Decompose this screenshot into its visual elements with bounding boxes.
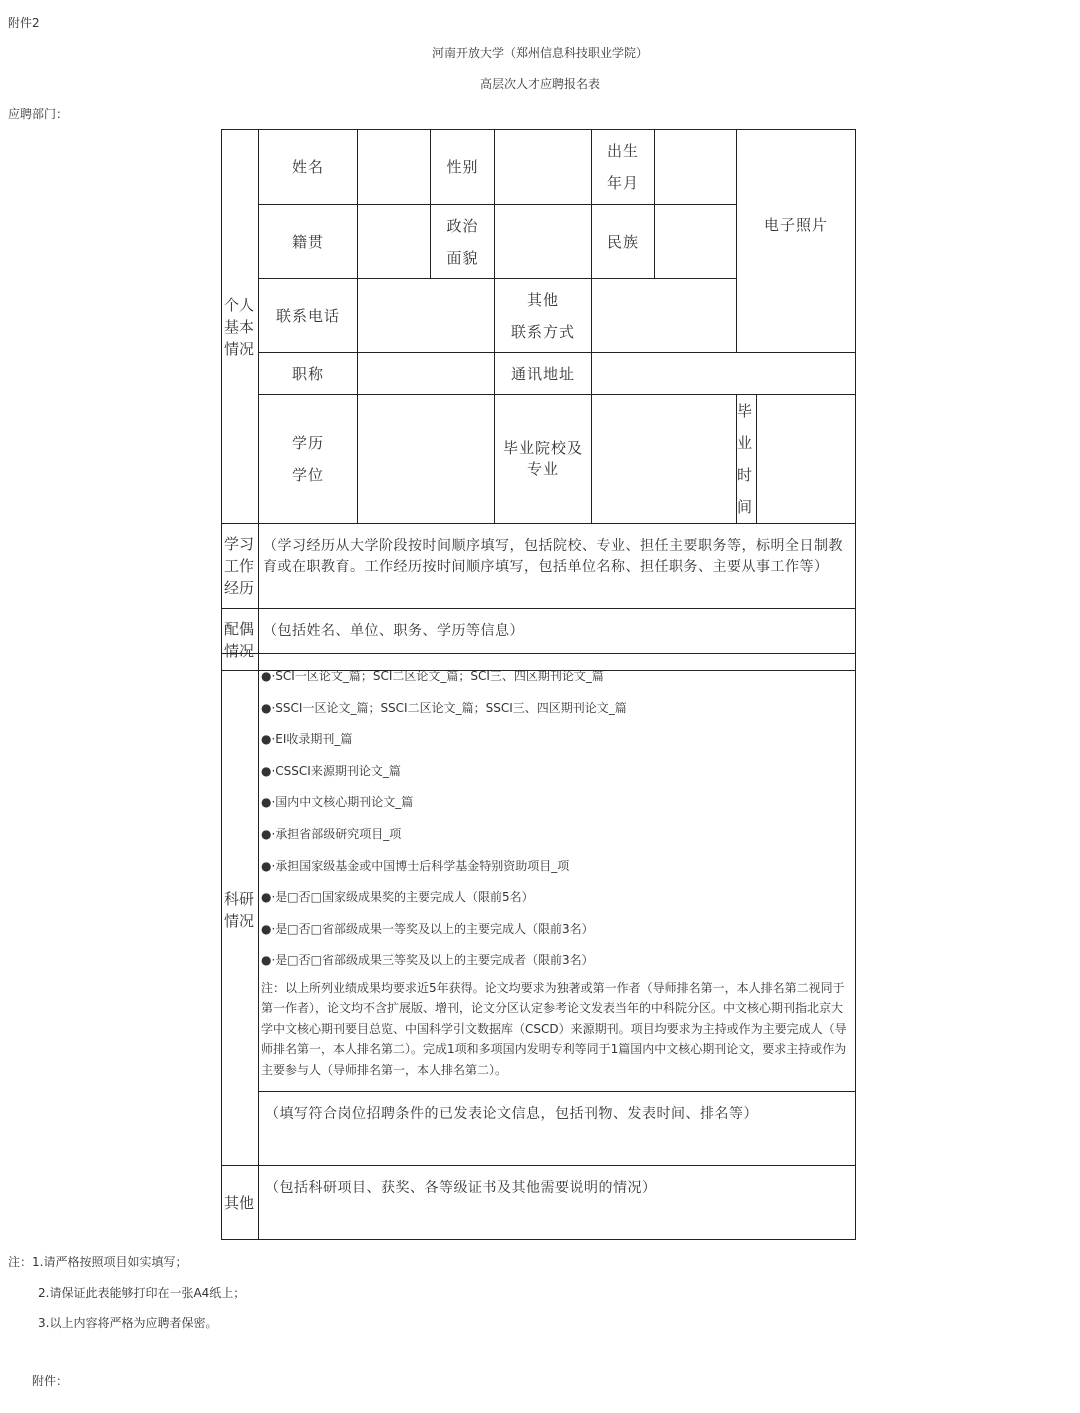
research-item: ●·是□否□省部级成果三等奖及以上的主要完成者（限前3名） [261, 953, 594, 968]
label-political: 政治 面貌 [431, 205, 495, 279]
research-item: ●·SCI一区论文_篇；SCI二区论文_篇；SCI三、四区期刊论文_篇 [261, 669, 604, 683]
label-grad-time: 毕业 时间 [737, 395, 757, 524]
research-item: ●·EI收录期刊_篇 [261, 732, 353, 747]
label-school: 毕业院校及 专业 [495, 395, 592, 524]
study-work-cell[interactable] [259, 524, 856, 609]
spouse-hint: （包括姓名、单位、职务、学历等信息） [263, 623, 524, 639]
input-gender[interactable] [495, 130, 592, 205]
other-cell[interactable] [259, 1166, 856, 1240]
research-item: ●·是□否□国家级成果奖的主要完成人（限前5名） [261, 890, 534, 905]
input-phone[interactable] [358, 279, 495, 353]
research-table [221, 653, 856, 1240]
label-phone: 联系电话 [259, 279, 358, 353]
section-basic-info: 个人基本情况 [222, 130, 259, 524]
footer-note-2: 2.请保证此表能够打印在一张A4纸上； [38, 1286, 246, 1300]
attachment-footer: 附件： [32, 1374, 69, 1388]
section-other: 其他 [222, 1166, 259, 1240]
study-work-hint: （学习经历从大学阶段按时间顺序填写，包括院校、专业、担任主要职务等，标明全日制教育或在职教育。工作经历按时间顺序填写，包括单位名称、担任职务、主要从事工作等） [263, 538, 843, 575]
research-item: ●·SSCI一区论文_篇；SSCI二区论文_篇；SSCI三、四区期刊论文_篇 [261, 700, 627, 715]
department-label: 应聘部门： [8, 107, 69, 121]
research-item: ●·是□否□省部级成果一等奖及以上的主要完成人（限前3名） [261, 921, 594, 936]
label-address: 通讯地址 [495, 353, 592, 395]
section-study-work: 学习工作经历 [222, 524, 259, 609]
input-grad-time[interactable] [757, 395, 856, 524]
label-native-place: 籍贯 [259, 205, 358, 279]
basic-info-table [221, 129, 856, 671]
label-other-contact: 其他 联系方式 [495, 279, 592, 353]
section-spouse: 配偶情况 [222, 609, 259, 671]
label-birth: 出生 年月 [592, 130, 655, 205]
label-ethnicity: 民族 [592, 205, 655, 279]
label-title: 职称 [259, 353, 358, 395]
input-school[interactable] [592, 395, 737, 524]
papers-hint: （填写符合岗位招聘条件的已发表论文信息，包括刊物、发表时间、排名等） [265, 1106, 758, 1122]
label-name: 姓名 [259, 130, 358, 205]
university-name: 河南开放大学（郑州信息科技职业学院） [431, 46, 648, 60]
form-title: 高层次人才应聘报名表 [479, 77, 600, 91]
footer-note-1: 注：1.请严格按照项目如实填写； [8, 1255, 188, 1269]
footer-note-3: 3.以上内容将严格为应聘者保密。 [38, 1316, 218, 1330]
papers-cell[interactable] [259, 1092, 856, 1166]
input-political[interactable] [495, 205, 592, 279]
photo-cell[interactable]: 电子照片 [737, 130, 856, 353]
attachment-label: 附件2 [8, 16, 40, 30]
research-note: 注：以上所列业绩成果均要求近5年获得。论文均要求为独著或第一作者（导师排名第一，本人排名第二视同于第一作者），论文均不含扩展版、增刊，论文分区认定参考论文发表当年的中科院分区。中文核心期刊指北京大学中文核心期刊要目总览、中国科学引文数据库（CSCD）来源期刊。项目均要求为主持或作为主要完成人（导师排名第一，本人排名第二）。完成1项和多项国内发明专利等同于1篇国内中文核心期刊论文，要求主持或作为主要参与人（导师排名第一，本人排名第二）。 [261, 980, 847, 1077]
research-achievements[interactable] [259, 654, 856, 1092]
section-research: 科研情况 [222, 654, 259, 1166]
input-birth[interactable] [655, 130, 737, 205]
research-item: ●·承担省部级研究项目_项 [261, 826, 402, 841]
research-item: ●·CSSCI来源期刊论文_篇 [261, 763, 401, 778]
label-gender: 性别 [431, 130, 495, 205]
research-item: ●·国内中文核心期刊论文_篇 [261, 795, 414, 810]
input-address[interactable] [592, 353, 856, 395]
input-ethnicity[interactable] [655, 205, 737, 279]
input-degree[interactable] [358, 395, 495, 524]
input-title[interactable] [358, 353, 495, 395]
research-item: ●·承担国家级基金或中国博士后科学基金特别资助项目_项 [261, 858, 570, 873]
label-degree: 学历 学位 [259, 395, 358, 524]
input-native-place[interactable] [358, 205, 431, 279]
other-hint: （包括科研项目、获奖、各等级证书及其他需要说明的情况） [265, 1180, 657, 1196]
input-name[interactable] [358, 130, 431, 205]
input-other-contact[interactable] [592, 279, 737, 353]
